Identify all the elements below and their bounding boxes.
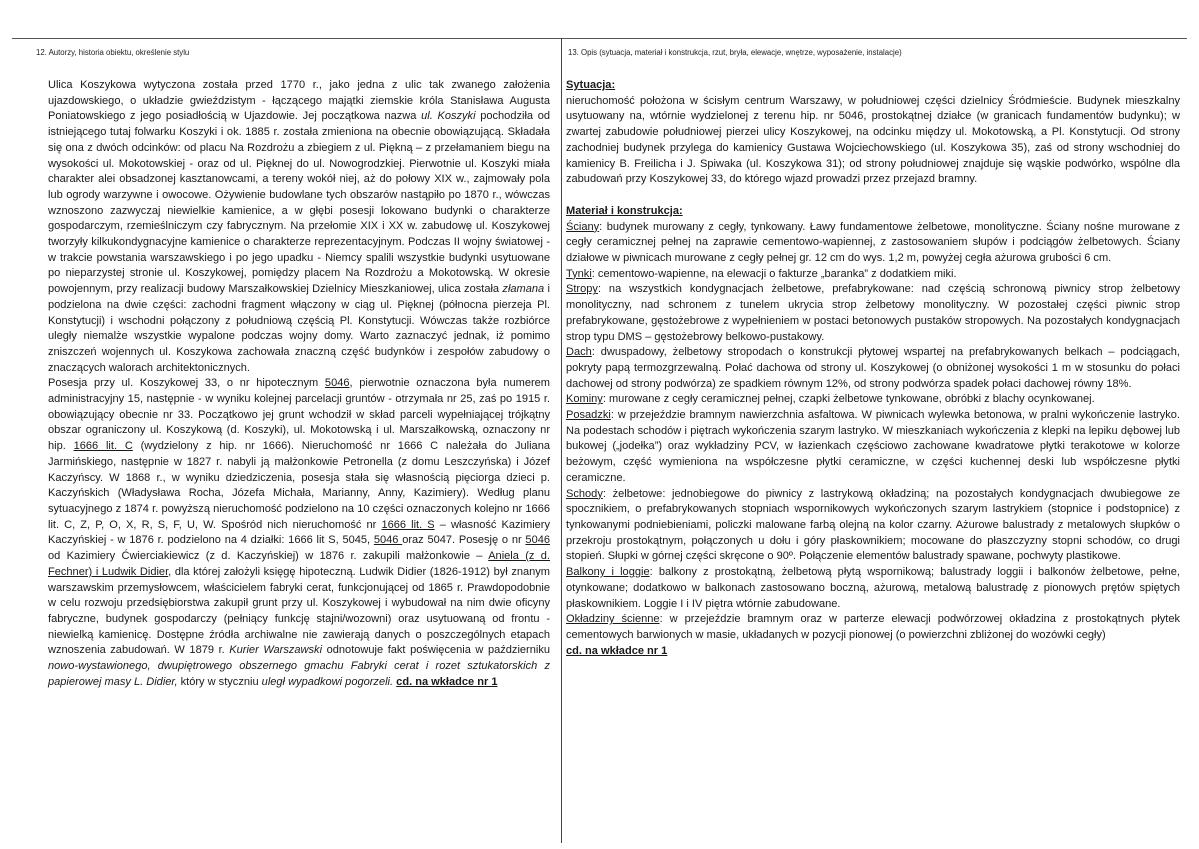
description-body [566, 78, 1180, 659]
section-gap [566, 188, 1180, 204]
material-item-text: : w przejeździe bramnym nawierzchnia asfaltowa. W piwnicach wylewka betonowa, w pralni wykończenie lastryko. Na podestach schodów i piętrach wykończenia szarym lastryko. W mieszkaniach wykończenia z klepki na lepiku dębowej lub bukowej („jodełka”) oraz wykładziny PCV, w łazienkach częściowo zachowane kwadratowe płytki terakotowe w kolorze beżowym, część wymieniona na współczesne płytki ceramiczne, w części kuchennej deski lub współczesne płytki ceramiczne. [566, 409, 1180, 484]
history-paragraph-2: Posesja przy ul. Koszykowej 33, o nr hipotecznym 5046, pierwotnie oznaczona była numerem administracyjny 15, następnie - w wyniku kolejnej parcelacji gruntów - otrzymała nr 25, zaś po 1915 r. obowiązujący obecnie nr 33. Początkowo jej grunt wchodził w skład parceli wypełniającej trójkątny obszar ograniczony ul. Koszykową (d. Koszyki), ul. Mokotowską i ul. Marszałkowską, oznaczony nr hip. 1666 lit. C (wydzielony z hip. nr 1666). Nieruchomość nr 1666 C należała do Juliana Jarmińskiego, następnie w 1827 r. nabyli ją małżonkowie Petronella (z domu Leszczyńska) i Józef Kaczyńscy. W 1868 r., w wyniku dziedziczenia, posesja stała się własnością pięciorga dzieci p. Kaczyńskich (Władysława Rocha, Józefa Michała, Marianny, Anny, Kazimiery). Według planu sytuacyjnego z 1874 r. powyższą nieruchomość podzielono na 10 części oznaczonych kolejno nr 1666 lit. C, Z, P, O, X, R, S, F, U, W. Spośród nich nieruchomość nr 1666 lit. S – własność Kazimiery Kaczyńskiej - w 1876 r. podzielono na 4 działki: 1666 lit S, 5045, 5046 oraz 5047. Posesję o nr 5046 od Kazimiery Ćwierciakiewicz (z d. Kaczyńskiej) w 1876 r. zakupili małżonkowie – Aniela (z d. Fechner) i Ludwik Didier, dla której założyli księgę hipoteczną. Ludwik Didier (1826-1912) był znanym warszawskim przemysłowcem, właścicielem fabryki cerat, funkcjonującej od 1865 r. Prawdopodobnie w celu rozwoju przedsiębiorstwa zakupił grunt przy ul. Koszykowej i wybudował na nim dwie oficyny fabryczne, budynek gospodarczy (pełniący funkcję stajni/wozowni) oraz usytuowaną od frontu - niewielką kamienicę. Dostępne źródła archiwalne nie zawierają danych o poszczególnych etapach wznoszenia zabudowań. W 1879 r. Kurier Warszawski odnotowuje fakt poświęcenia w październiku nowo-wystawionego, dwupiętrowego obszernego gmachu Fabryki cerat i rozet sztukatorskich z papierowej masy L. Didier, który w styczniu uległ wypadkowi pogorzeli. cd. na wkładce nr 1 [48, 377, 550, 688]
history-body [16, 78, 552, 690]
material-item-label: Okładziny ścienne [566, 613, 660, 626]
material-item [566, 612, 1180, 643]
material-item-label: Tynki [566, 267, 592, 280]
top-rule [12, 38, 1187, 39]
description-column [566, 40, 1180, 659]
column-divider [561, 38, 562, 843]
material-title: Materiał i konstrukcja: [566, 204, 683, 217]
material-item-label: Kominy [566, 393, 603, 406]
material-item [566, 408, 1180, 487]
situation-title: Sytuacja: [566, 79, 616, 91]
material-item-text: : budynek murowany z cegły, tynkowany. Ławy fundamentowe żelbetowe, monolityczne. Ściany nośne murowane z cegły ceramicznej pełnej na zaprawie cementowo-wapiennej, z zastosowaniem słupów i podciągów żelbetowych. Ściany działowe w piwnicach murowane z cegły pełnej gr. 12 cm do wys. 1,2 m, powyżej cegła ażurowa grubości 6 cm. [566, 220, 1180, 265]
material-item [566, 487, 1180, 566]
continued-link[interactable]: cd. na wkładce nr 1 [566, 644, 668, 657]
situation-text: nieruchomość położona w ścisłym centrum Warszawy, w południowej części dzielnicy Śródmieście. Budynek mieszkalny usytuowany na, wtórnie wydzielonej z terenu hip. nr 5046, prostokątnej działce (w granicach fundamentów budynku); w zwartej zabudowie południowej pierzei ulicy Koszykowej, na odcinku między ul. Mokotowską, a Pl. Konstytucji. Od strony zachodniej budynek przylega do kamienicy Gustawa Wojciechowskiego (ul. Koszykowa 35), zaś od strony wschodniej do kamienicy B. Freilicha i J. Spiwaka (ul. Koszykowa 31); od strony południowej znajduje się wąskie podwórko, wspólne dla zabudowań przy Koszykowej 33, do którego wjazd prowadzi przez przejazd bramny. [566, 94, 1180, 186]
material-item-text: : w przejeździe bramnym oraz w parterze elewacji podwórzowej okładzina z prostokątnych płytek cementowych barwionych w masie, układanych w pozycji pionowej (o powierzchni zbliżonej do wozówki cegły) [566, 613, 1180, 641]
description-header: 13. Opis (sytuacja, materiał i konstrukcja, rzut, bryła, elewacje, wnętrze, wyposażenie, instalacje) [568, 48, 902, 57]
material-item-text: : dwuspadowy, żelbetowy stropodach o konstrukcji płytowej wspartej na prefabrykowanych belkach – podciągach, pokryty papą termozgrzewalną. Połać dachowa od strony ul. Koszykowej (o obniżonej wysokości 1 m w stosunku do połaci dachowej od strony podwórza) ze spadkiem równym 12%, od strony podwórza spadek połaci dachowej równy 18%. [566, 346, 1180, 390]
material-item [566, 565, 1180, 612]
material-item [566, 282, 1180, 345]
material-item-label: Stropy [566, 283, 598, 296]
material-item-text: : murowane z cegły ceramicznej pełnej, czapki żelbetowe tynkowane, obróbki z blachy ocynkowanej. [602, 393, 1095, 406]
material-item [566, 392, 1180, 408]
material-item-text: : cementowo-wapienne, na elewacji o fakturze „baranka” z dodatkiem miki. [591, 267, 957, 280]
history-column [16, 40, 552, 690]
history-header: 12. Autorzy, historia obiektu, określenie stylu [36, 48, 190, 57]
material-items [566, 220, 1180, 644]
material-item-label: Dach [566, 346, 592, 359]
material-item-label: Schody [566, 487, 603, 500]
material-item-label: Posadzki [566, 409, 611, 422]
material-item-label: Balkony i loggie [566, 566, 650, 579]
material-item [566, 267, 1180, 283]
material-item [566, 220, 1180, 267]
material-item-label: Ściany [566, 220, 600, 233]
material-item [566, 345, 1180, 392]
material-item-text: : żelbetowe: jednobiegowe do piwnicy z lastrykową okładziną; na pozostałych kondygnacjach dwubiegowe ze spocznikiem, o prefabrykowanych stopniach wspornikowych wykończonych szarym lastrykiem (stopnice i podstopnice) z tynkowanymi podniebieniami, policzki malowane farbą olejną na kolor czarny. Ażurowe balustrady z metalowych słupków o przekroju prostokątnym, połączonych u dołu i góry płaskownikiem; mocowane do płaszczyzny stopni schodów, co drugi stopień. Słupki w górnej części skręcone o 90º. Połączenie elementów balustrady spawane, pochwyty plastikowe. [566, 487, 1180, 563]
material-item-text: : balkony z prostokątną, żelbetową płytą wspornikową; balustrady loggii i balkonów żelbetowe, pełne, otynkowane; dodatkowo w balkonach zastosowano boczną, ażurową, metalową balustradę z pionowych prętów spiętych płaskownikiem. Loggie I i IV piętra wtórnie zabudowane. [566, 566, 1180, 610]
material-item-text: : na wszystkich kondygnacjach żelbetowe, prefabrykowane: nad częścią schronową piwnicy strop żelbetowy monolityczny, nad schronem z tunelem ukrycia strop żelbetowy monolityczny. W pozostałej części piwnic strop prefabrykowane, gęstożebrowe z wypełnieniem w postaci betonowych pustaków stropowych. Na pozostałych kondygnacjach strop typu DMS – gęstożebrowy belkowo-pustakowy. [566, 283, 1180, 343]
continued-link[interactable]: cd. na wkładce nr 1 [396, 675, 498, 688]
history-paragraph-1: Ulica Koszykowa wytyczona została przed 1770 r., jako jedna z ulic tak zwanego założenia ujazdowskiego, o układzie gwieździstym - łączącego majątki ziemskie króla Stanisława Augusta Poniatowskiego z jego posiadłością w Ujazdowie. Jej początkowa nazwa ul. Koszyki pochodziła od istniejącego tutaj folwarku Koszyki i ok. 1885 r. została zmieniona na obecnie obowiązującą. Składała się ona z dwóch odcinków: od placu Na Rozdrożu a zbiegiem z ul. Piękną – z przełamaniem biegu na wysokości ul. Mokotowskiej - oraz od ul. Pięknej do ul. Nowogrodzkiej. Pierwotnie ul. Koszyki miała charakter alei obsadzonej kasztanowcami, a tereny wokół niej, aż do połowy XIX w., zajmowały pola lub ogrody warzywne i owocowe. Ożywienie budowlane tych obszarów nastąpiło po 1870 r., wówczas wznoszono zazwyczaj niewielkie kamienice, a w głębi posesji lokowano budynki o charakterze gospodarczym, rzemieślniczym czy fabrycznym. Na przełomie XIX i XX w. zabudowę ul. Koszykowej tworzyły kilkukondygnacyjne kamienice o charakterze reprezentacyjnym. Podczas II wojny światowej - w trakcie powstania warszawskiego i po jego upadku - Niemcy spalili wszystkie budynki usytuowane po nieparzystej stronie ul. Koszykowej, pomiędzy placem Na Rozdrożu a Mokotowską. W okresie powojennym, przy realizacji budowy Marszałkowskiej Dzielnicy Mieszkaniowej, ulica została złamana i podzielona na dwie części: zachodni fragment włączony w ciąg ul. Pięknej (północna pierzeja Pl. Konstytucji) i wschodni połączony z południową częścią Pl. Konstytucji. Wówczas także rozbiórce uległy niemalże wszystkie wypalone podczas wojny domy. Warto zaznaczyć jednak, iż pomimo zniszczeń wojennych ul. Koszykowa zachowała znaczną część budynków i zespołów zabudowy o znaczących walorach architektonicznych. [48, 79, 551, 374]
